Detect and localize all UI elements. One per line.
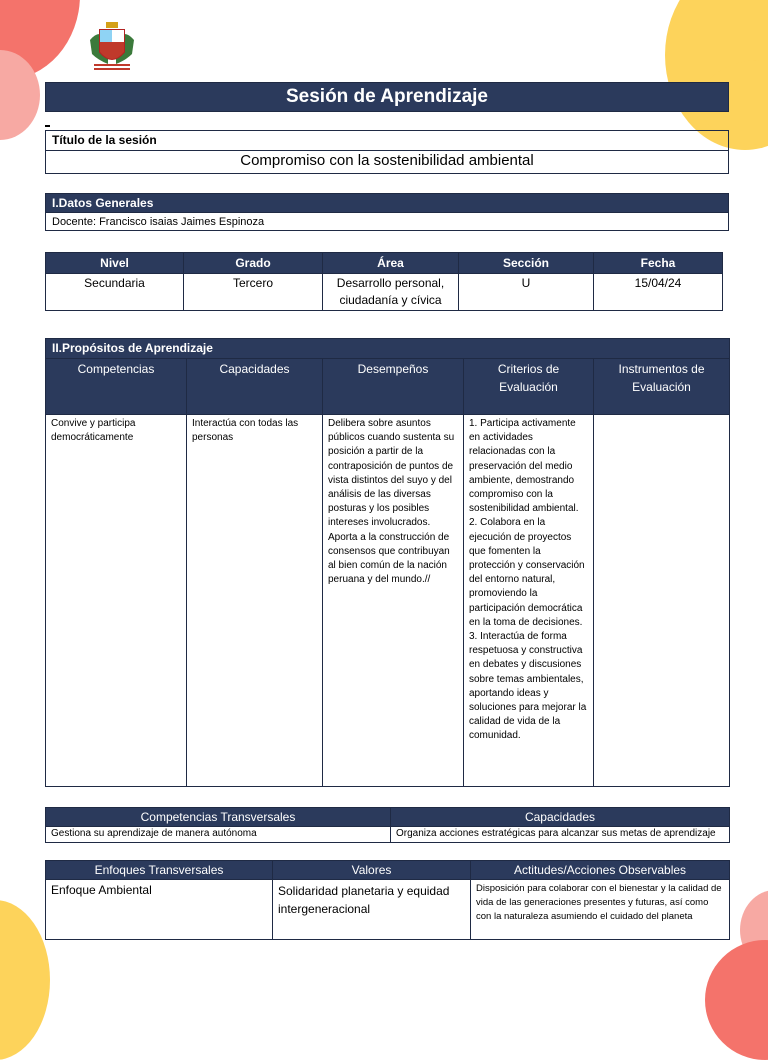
enfoques-col-valores: Valores bbox=[273, 861, 471, 880]
purposes-section-header: II.Propósitos de Aprendizaje bbox=[46, 339, 730, 359]
purposes-col-competencias: Competencias bbox=[46, 359, 187, 415]
general-value-seccion: U bbox=[459, 274, 594, 311]
general-value-fecha: 15/04/24 bbox=[594, 274, 723, 311]
general-col-grado: Grado bbox=[184, 253, 323, 274]
enfoques-enfoque: Enfoque Ambiental bbox=[46, 880, 273, 940]
general-value-nivel: Secundaria bbox=[46, 274, 184, 311]
enfoques-actitud: Disposición para colaborar con el bienestar y la calidad de vida de las generaciones presentes y futuras, así como con la naturaleza asumiendo el cuidado del planeta bbox=[471, 880, 730, 940]
transversal-col-competencias: Competencias Transversales bbox=[46, 808, 391, 827]
page-title-bar bbox=[45, 82, 729, 112]
general-data-table bbox=[45, 252, 723, 311]
general-value-grado: Tercero bbox=[184, 274, 323, 311]
page-title: Sesión de Aprendizaje bbox=[285, 86, 488, 107]
general-section-label: I.Datos Generales bbox=[52, 196, 154, 210]
enfoques-col-actitudes: Actitudes/Acciones Observables bbox=[471, 861, 730, 880]
general-value-area: Desarrollo personal, ciudadanía y cívica bbox=[323, 274, 459, 311]
session-title-label: Título de la sesión bbox=[52, 133, 157, 147]
divider-mark bbox=[45, 125, 50, 127]
transversal-capacidad: Organiza acciones estratégicas para alcanzar sus metas de aprendizaje bbox=[391, 827, 730, 843]
enfoques-table bbox=[45, 860, 730, 940]
teacher-name: Docente: Francisco isaias Jaimes Espinoza bbox=[52, 216, 265, 228]
general-col-nivel: Nivel bbox=[46, 253, 184, 274]
coat-of-arms-icon bbox=[86, 20, 138, 74]
purposes-col-instrumentos: Instrumentos de Evaluación bbox=[594, 359, 730, 415]
purposes-col-capacidades: Capacidades bbox=[187, 359, 323, 415]
enfoques-col-enfoques: Enfoques Transversales bbox=[46, 861, 273, 880]
session-title-label-box bbox=[45, 130, 729, 151]
enfoques-valor: Solidaridad planetaria y equidad intergeneracional bbox=[273, 880, 471, 940]
session-title-value-box bbox=[45, 150, 729, 174]
purposes-desempeno: Delibera sobre asuntos públicos cuando sustenta su posición a partir de la contraposición de puntos de vista distintos del suyo y del análisis de las diversas posturas y los posibles intereses involucrados. Aporta a la construcción de consensos que contribuyan al bien común de la nación peruana y del mundo.// bbox=[323, 415, 464, 787]
decor-blob-bottom-left-yellow bbox=[0, 900, 50, 1060]
general-col-fecha: Fecha bbox=[594, 253, 723, 274]
purposes-col-desempenos: Desempeños bbox=[323, 359, 464, 415]
purposes-instrumentos bbox=[594, 415, 730, 787]
purposes-table bbox=[45, 338, 730, 787]
transversal-col-capacidades: Capacidades bbox=[391, 808, 730, 827]
general-col-area: Área bbox=[323, 253, 459, 274]
transversal-table bbox=[45, 807, 730, 843]
general-col-seccion: Sección bbox=[459, 253, 594, 274]
decor-blob-bottom-right-red bbox=[705, 940, 768, 1060]
session-title-value: Compromiso con la sostenibilidad ambiental bbox=[240, 152, 534, 169]
purposes-competencia: Convive y participa democráticamente bbox=[46, 415, 187, 787]
general-section-header bbox=[45, 193, 729, 213]
purposes-col-criterios: Criterios de Evaluación bbox=[464, 359, 594, 415]
purposes-criterios: 1. Participa activamente en actividades relacionadas con la preservación del medio ambiente, demostrando compromiso con la sostenibilidad ambiental. 2. Colabora en la ejecución de proyectos que fomenten la protección y conservación del entorno natural, promoviendo la participación democrática en la toma de decisiones. 3. Interactúa de forma respetuosa y constructiva en debates y discusiones sobre temas ambientales, aportando ideas y soluciones para mejorar la calidad de vida de la comunidad. bbox=[464, 415, 594, 787]
purposes-capacidad: Interactúa con todas las personas bbox=[187, 415, 323, 787]
teacher-row bbox=[45, 212, 729, 231]
transversal-competencia: Gestiona su aprendizaje de manera autónoma bbox=[46, 827, 391, 843]
